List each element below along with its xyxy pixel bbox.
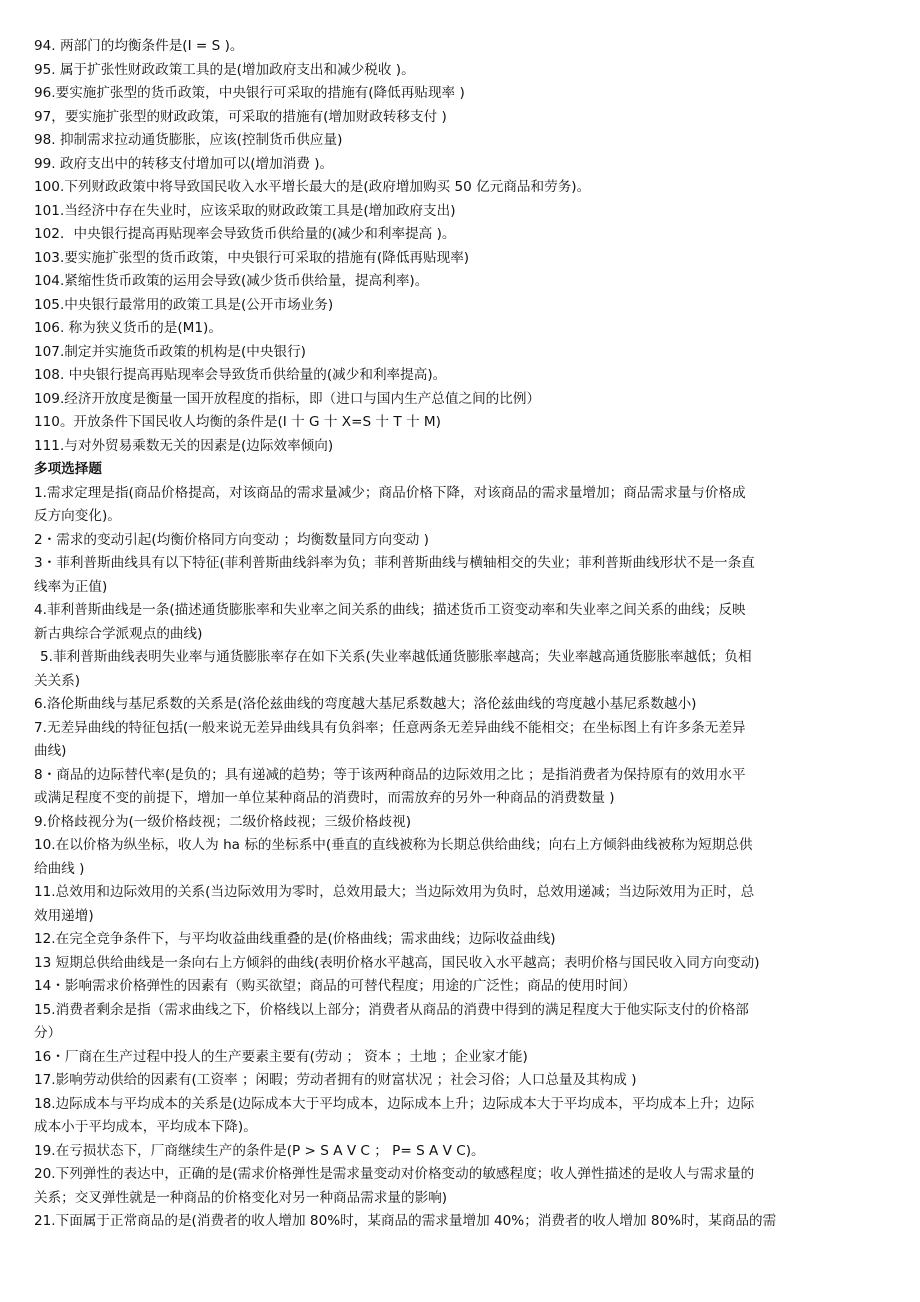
- text-line: 107.制定并实施货币政策的机构是(中央银行): [34, 343, 306, 360]
- text-line: 98. 抑制需求拉动通货膨胀，应该(控制货币供应量): [34, 132, 343, 148]
- text-line: 99. 政府支出中的转移支付增加可以(增加消费 )。: [34, 155, 334, 172]
- text-line: 2・需求的变动引起(均衡价格同方向变动 ；均衡数量同方向变动 ): [34, 531, 429, 548]
- text-line: 6.洛伦斯曲线与基尼系数的关系是(洛伦兹曲线的弯度越大基尼系数越大；洛伦兹曲线的弯度越小基尼系数越小): [34, 696, 697, 712]
- text-line: 21.下面属于正常商品的是(消费者的收人增加 80%时，某商品的需求量增加 40%；消费者的收人增加 80%时，某商品的需: [34, 1213, 777, 1229]
- text-line: 17.影响劳动供给的因素有(工资率 ；闲暇；劳动者拥有的财富状况 ；社会习俗；人口总量及其构成 ): [34, 1072, 637, 1088]
- text-line: 100.下列财政政策中将导致国民收入水平增长最大的是(政府增加购买 50 亿元商品和劳务)。: [34, 179, 591, 195]
- text-line: 19.在亏损状态下，厂商继续生产的条件是(P > S A V C ； P= S A V C)。: [34, 1142, 485, 1159]
- text-line: 4.菲利普斯曲线是一条(描述通货膨胀率和失业率之间关系的曲线；描述货币工资变动率和失业率之间关系的曲线；反映: [34, 602, 746, 618]
- text-line: 9.价格歧视分为(一级价格歧视；二级价格歧视；三级价格歧视): [34, 813, 412, 830]
- text-line: 15.消费者剩余是指（需求曲线之下，价格线以上部分；消费者从商品的消费中得到的满足程度大于他实际支付的价格部: [34, 1001, 749, 1018]
- text-line: 101.当经济中存在失业时，应该采取的财政政策工具是(增加政府支出): [34, 202, 456, 219]
- text-line: 关系；交叉弹性就是一种商品的价格变化对另一种商品需求量的影响): [34, 1189, 448, 1206]
- text-line: 1.需求定理是指(商品价格提高，对该商品的需求量减少；商品价格下降，对该商品的需求量增加；商品需求量与价格成: [34, 484, 746, 501]
- text-line: 关关系): [34, 672, 81, 689]
- text-line: 103.要实施扩张型的货币政策，中央银行可采取的措施有(降低再贴现率): [34, 249, 470, 266]
- text-line: 110。开放条件下国民收人均衡的条件是(I 十 G 十 X=S 十 T 十 M): [34, 414, 441, 430]
- text-line: 13 短期总供给曲线是一条向右上方倾斜的曲线(表明价格水平越高，国民收入水平越高；表明价格与国民收入同方向变动): [34, 954, 760, 971]
- text-line: 5.菲利普斯曲线表明失业率与通货膨胀率存在如下关系(失业率越低通货膨胀率越高；失业率越高通货膨胀率越低；负相: [40, 649, 752, 665]
- text-line: 给曲线 ): [34, 860, 85, 877]
- text-line: 线率为正值): [34, 578, 108, 595]
- text-line: 3・菲利普斯曲线具有以下特征(菲利普斯曲线斜率为负；菲利普斯曲线与横轴相交的失业；菲利普斯曲线形状不是一条直: [34, 555, 755, 571]
- text-line: 效用递增): [34, 907, 94, 924]
- text-line: 102．中央银行提高再贴现率会导致货币供给量的(减少和利率提高 )。: [34, 226, 456, 242]
- text-line: 96.要实施扩张型的货币政策，中央银行可采取的措施有(降低再贴现率 ): [34, 85, 465, 101]
- text-line: 8・商品的边际替代率(是负的；具有递减的趋势；等于该两种商品的边际效用之比 ；是指消费者为保持原有的效用水平: [34, 766, 746, 783]
- text-line: 94. 两部门的均衡条件是(I = S )。: [34, 38, 244, 54]
- text-line: 成本小于平均成本，平均成本下降)。: [34, 1119, 257, 1135]
- text-line: 111.与对外贸易乘数无关的因素是(边际效率倾向): [34, 437, 334, 454]
- text-line: 97，要实施扩张型的财政政策，可采取的措施有(增加财政转移支付 ): [34, 108, 447, 125]
- question-list: [34, 35, 890, 1234]
- text-line: 曲线): [34, 743, 67, 759]
- text-line: 18.边际成本与平均成本的关系是(边际成本大于平均成本，边际成本上升；边际成本大于平均成本，平均成本上升；边际: [34, 1095, 755, 1112]
- text-line: 新古典综合学派观点的曲线): [34, 625, 203, 642]
- text-line: 106. 称为狭义货币的是(M1)。: [34, 320, 222, 336]
- text-line: 95. 属于扩张性财政政策工具的是(增加政府支出和减少税收 )。: [34, 61, 415, 78]
- text-line: 或满足程度不变的前提下，增加一单位某种商品的消费时，而需放弃的另外一种商品的消费数量 ): [34, 790, 615, 806]
- text-line: 105.中央银行最常用的政策工具是(公开市场业务): [34, 296, 334, 313]
- text-line: 分）: [34, 1025, 62, 1041]
- text-line: 反方向变化)。: [34, 508, 121, 524]
- text-line: 12.在完全竞争条件下，与平均收益曲线重叠的是(价格曲线；需求曲线；边际收益曲线): [34, 931, 556, 947]
- text-line: 14・影响需求价格弹性的因素有（购买欲望；商品的可替代程度；用途的广泛性；商品的使用时间）: [34, 978, 636, 994]
- text-line: 11.总效用和边际效用的关系(当边际效用为零时，总效用最大；当边际效用为负时，总效用递减；当边际效用为正时，总: [34, 884, 755, 900]
- text-line: 10.在以价格为纵坐标，收人为 ha 标的坐标系中(垂直的直线被称为长期总供给曲线；向右上方倾斜曲线被称为短期总供: [34, 837, 753, 853]
- text-line: 20.下列弹性的表达中，正确的是(需求价格弹性是需求量变动对价格变动的敏感程度；收人弹性描述的是收人与需求量的: [34, 1166, 755, 1182]
- text-line: 108. 中央银行提高再贴现率会导致货币供给量的(减少和利率提高)。: [34, 367, 447, 383]
- section-heading: 多项选择题: [34, 461, 102, 477]
- text-line: 104.紧缩性货币政策的运用会导致(减少货币供给量，提高利率)。: [34, 273, 429, 289]
- text-line: 109.经济开放度是衡量一国开放程度的指标，即（进口与国内生产总值之间的比例）: [34, 390, 541, 407]
- text-line: 7.无差异曲线的特征包括(一般来说无差异曲线具有负斜率；任意两条无差异曲线不能相交；在坐标图上有许多条无差异: [34, 719, 746, 736]
- text-line: 16・厂商在生产过程中投人的生产要素主要有(劳动 ； 资本 ；土地 ；企业家才能): [34, 1048, 528, 1065]
